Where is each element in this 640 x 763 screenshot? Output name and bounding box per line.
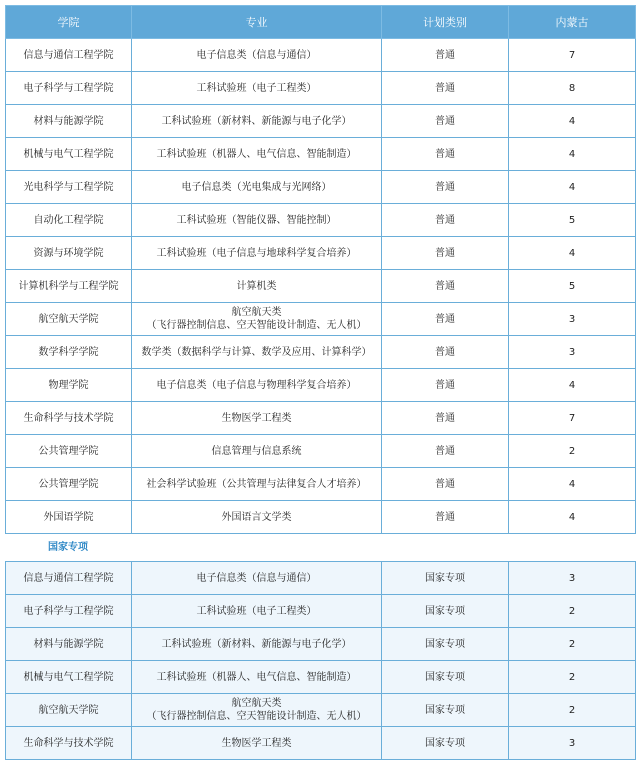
special-table-row	[6, 562, 636, 595]
quota-cell: 4	[509, 138, 636, 171]
quota-cell: 7	[509, 402, 636, 435]
quota-cell: 4	[509, 171, 636, 204]
college-cell: 材料与能源学院	[6, 628, 132, 661]
plan-type-cell: 国家专项	[382, 562, 509, 595]
table-row	[6, 72, 636, 105]
major-cell: 工科试验班（机器人、电气信息、智能制造）	[132, 661, 382, 694]
plan-type-cell: 普通	[382, 303, 509, 336]
plan-type-cell: 国家专项	[382, 694, 509, 727]
table-body	[6, 39, 636, 534]
major-cell: 信息管理与信息系统	[132, 435, 382, 468]
major-cell: 电子信息类（信息与通信）	[132, 562, 382, 595]
quota-cell: 5	[509, 270, 636, 303]
plan-type-cell: 普通	[382, 369, 509, 402]
quota-cell: 3	[509, 727, 636, 760]
quota-cell: 4	[509, 369, 636, 402]
table-row	[6, 171, 636, 204]
plan-type-cell: 普通	[382, 435, 509, 468]
table-row	[6, 336, 636, 369]
college-cell: 公共管理学院	[6, 468, 132, 501]
quota-cell: 4	[509, 237, 636, 270]
major-cell: 工科试验班（机器人、电气信息、智能制造）	[132, 138, 382, 171]
college-cell: 资源与环境学院	[6, 237, 132, 270]
plan-type-cell: 国家专项	[382, 727, 509, 760]
major-cell: 数学类（数据科学与计算、数学及应用、计算科学）	[132, 336, 382, 369]
college-cell: 物理学院	[6, 369, 132, 402]
college-cell: 外国语学院	[6, 501, 132, 534]
section-title: 国家专项	[48, 542, 88, 553]
table-row	[6, 204, 636, 237]
table-row	[6, 468, 636, 501]
quota-cell: 3	[509, 562, 636, 595]
table-row	[6, 39, 636, 72]
quota-cell: 2	[509, 628, 636, 661]
major-cell: 社会科学试验班（公共管理与法律复合人才培养）	[132, 468, 382, 501]
special-table-row	[6, 694, 636, 727]
college-cell: 机械与电气工程学院	[6, 138, 132, 171]
college-cell: 计算机科学与工程学院	[6, 270, 132, 303]
major-cell: 工科试验班（新材料、新能源与电子化学）	[132, 628, 382, 661]
table-row	[6, 501, 636, 534]
table-row	[6, 138, 636, 171]
major-cell: 外国语言文学类	[132, 501, 382, 534]
table-row	[6, 105, 636, 138]
quota-cell: 2	[509, 694, 636, 727]
quota-cell: 2	[509, 595, 636, 628]
table-row	[6, 237, 636, 270]
college-cell: 电子科学与工程学院	[6, 72, 132, 105]
plan-type-cell: 普通	[382, 39, 509, 72]
quota-cell: 4	[509, 105, 636, 138]
college-cell: 自动化工程学院	[6, 204, 132, 237]
quota-cell: 3	[509, 303, 636, 336]
major-cell: 工科试验班（新材料、新能源与电子化学）	[132, 105, 382, 138]
major-cell: 电子信息类（电子信息与物理科学复合培养）	[132, 369, 382, 402]
table-row	[6, 402, 636, 435]
table-row	[6, 369, 636, 402]
enrollment-plan-table	[5, 5, 636, 534]
header-major: 专业	[132, 6, 382, 39]
plan-type-cell: 国家专项	[382, 628, 509, 661]
plan-type-cell: 普通	[382, 204, 509, 237]
major-cell: 航空航天类 （飞行器控制信息、空天智能设计制造、无人机）	[132, 303, 382, 336]
quota-cell: 3	[509, 336, 636, 369]
college-cell: 航空航天学院	[6, 303, 132, 336]
plan-type-cell: 普通	[382, 270, 509, 303]
quota-cell: 5	[509, 204, 636, 237]
major-cell: 工科试验班（电子工程类）	[132, 595, 382, 628]
quota-cell: 2	[509, 435, 636, 468]
quota-cell: 8	[509, 72, 636, 105]
college-cell: 电子科学与工程学院	[6, 595, 132, 628]
major-cell: 工科试验班（电子信息与地球科学复合培养）	[132, 237, 382, 270]
special-table-row	[6, 595, 636, 628]
major-cell: 生物医学工程类	[132, 402, 382, 435]
college-cell: 航空航天学院	[6, 694, 132, 727]
quota-cell: 4	[509, 468, 636, 501]
college-cell: 机械与电气工程学院	[6, 661, 132, 694]
major-cell: 电子信息类（光电集成与光网络）	[132, 171, 382, 204]
plan-type-cell: 普通	[382, 138, 509, 171]
major-cell: 生物医学工程类	[132, 727, 382, 760]
college-cell: 信息与通信工程学院	[6, 39, 132, 72]
plan-type-cell: 普通	[382, 237, 509, 270]
plan-type-cell: 普通	[382, 72, 509, 105]
table-row	[6, 303, 636, 336]
major-cell: 工科试验班（电子工程类）	[132, 72, 382, 105]
plan-type-cell: 普通	[382, 171, 509, 204]
quota-cell: 4	[509, 501, 636, 534]
college-cell: 生命科学与技术学院	[6, 727, 132, 760]
plan-type-cell: 普通	[382, 105, 509, 138]
quota-cell: 7	[509, 39, 636, 72]
plan-type-cell: 普通	[382, 468, 509, 501]
college-cell: 生命科学与技术学院	[6, 402, 132, 435]
plan-type-cell: 普通	[382, 402, 509, 435]
college-cell: 数学科学学院	[6, 336, 132, 369]
table-row	[6, 270, 636, 303]
header-plan-type: 计划类别	[382, 6, 509, 39]
plan-type-cell: 普通	[382, 336, 509, 369]
major-cell: 工科试验班（智能仪器、智能控制）	[132, 204, 382, 237]
table-row	[6, 435, 636, 468]
special-table-row	[6, 727, 636, 760]
plan-type-cell: 普通	[382, 501, 509, 534]
plan-type-cell: 国家专项	[382, 595, 509, 628]
header-college: 学院	[6, 6, 132, 39]
college-cell: 光电科学与工程学院	[6, 171, 132, 204]
special-table-row	[6, 661, 636, 694]
special-table-row	[6, 628, 636, 661]
major-cell: 航空航天类 （飞行器控制信息、空天智能设计制造、无人机）	[132, 694, 382, 727]
major-cell: 计算机类	[132, 270, 382, 303]
header-inner-mongolia: 内蒙古	[509, 6, 636, 39]
table-header	[6, 6, 636, 39]
quota-cell: 2	[509, 661, 636, 694]
college-cell: 公共管理学院	[6, 435, 132, 468]
major-cell: 电子信息类（信息与通信）	[132, 39, 382, 72]
college-cell: 材料与能源学院	[6, 105, 132, 138]
special-table-body	[6, 562, 636, 760]
header-row	[6, 6, 636, 39]
special-plan-table	[5, 561, 636, 760]
college-cell: 信息与通信工程学院	[6, 562, 132, 595]
plan-type-cell: 国家专项	[382, 661, 509, 694]
